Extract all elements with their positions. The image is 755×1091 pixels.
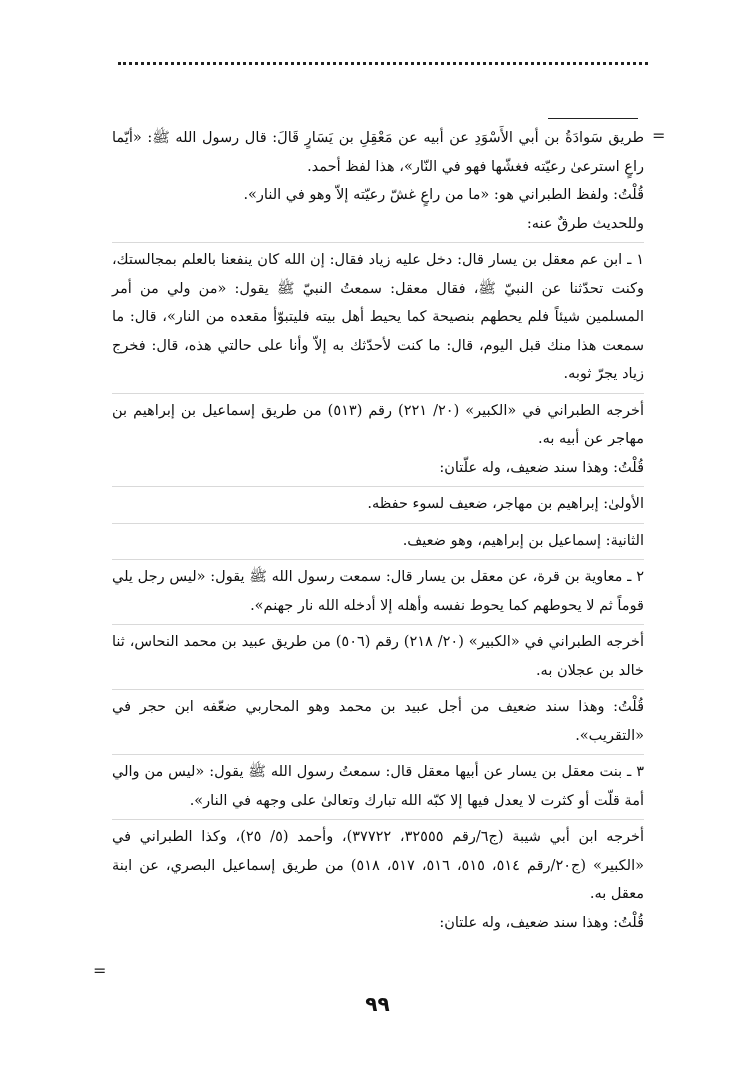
paragraph-route-3: ٣ ـ بنت معقل بن يسار عن أبيها معقل قال: سمعتُ رسول الله ﷺ يقول: «ليس من والي أمة قلّت أو كثرت لا يعدل فيها إلا كبّه الله تبارك وتعالىٰ على وجهه في النار». [112,754,644,815]
paragraph-takhrij-3: أخرجه ابن أبي شيبة (ج٦/رقم ٣٢٥٥٥، ٣٧٧٢٢)، وأحمد (٥/ ٢٥)، وكذا الطبراني في «الكبير» (ج٢٠/رقم ٥١٤، ٥١٥، ٥١٦، ٥١٧، ٥١٨) من طريق إسماعيل البصري، عن ابنة معقل به. [112,819,644,909]
paragraph-routes-heading: وللحديث طرقٌ عنه: [526,215,644,232]
paragraph-illa-1: الأولىٰ: إبراهيم بن مهاجر، ضعيف لسوء حفظه. [112,486,644,519]
paragraph-takhrij-1: أخرجه الطبراني في «الكبير» (٢٠/ ٢٢١) رقم (٥١٣) من طريق إسماعيل بن إبراهيم بن مهاجر عن أبيه به. [112,393,644,454]
continuation-mark-top: = [652,126,666,145]
body-text [112,124,644,937]
continuation-rule [548,118,638,119]
paragraph-isnad-intro: طريق سَوادَةُ بن أبي الأَسْوَدِ عن أبيه عن مَعْقِلِ بن يَسَارٍ قَالَ: قال رسول الله ﷺ: «أيّما راعٍ استرعىٰ رعيّته فغشّها فهو في النّار»، هذا لفظ أحمد. [112,130,644,175]
paragraph-grading-2: قُلْتُ: وهذا سند ضعيف من أجل عبيد بن محمد وهو المحاربي ضعّفه ابن حجر في «التقريب». [112,689,644,750]
paragraph-grading-1: قُلْتُ: وهذا سند ضعيف، وله علّتان: [439,459,644,476]
paragraph-route-1: ١ ـ ابن عم معقل بن يسار قال: دخل عليه زياد فقال: إن الله كان ينفعنا بالعلم بمجالستك، وكنت تحدّثنا عن النبيّ ﷺ، فقال معقل: سمعتُ النبيّ ﷺ يقول: «من ولي من أمر المسلمين شيئاً فلم يحطهم بنصيحة كما يحيط أهل بيته فليتبوّأ مقعده من النار»، قال: ما سمعت هذا منك قبل اليوم، قال: ما كنت لأحدّثك به إلاّ وأنا على حالتي هذه، قال: فخرج زياد يجرّ ثوبه. [112,242,644,389]
paragraph-author-note: قُلْتُ: ولفظ الطبراني هو: «ما من راعٍ غشّ رعيّته إلاّ وهو في النار». [243,187,644,203]
paragraph-takhrij-2: أخرجه الطبراني في «الكبير» (٢٠/ ٢١٨) رقم (٥٠٦) من طريق عبيد بن محمد النحاس، ثنا خالد بن عجلان به. [112,624,644,685]
continuation-mark-bottom: = [93,961,107,980]
paragraph-route-2: ٢ ـ معاوية بن قرة، عن معقل بن يسار قال: سمعت رسول الله ﷺ يقول: «ليس رجل يلي قوماً ثم لا يحوطهم كما يحوط نفسه وأهله إلا أدخله الله نار جهنم». [112,559,644,620]
page-number: ٩٩ [365,992,390,1016]
paragraph-grading-3: قُلْتُ: وهذا سند ضعيف، وله علتان: [439,914,644,931]
header-dotted-rule [118,62,648,65]
paragraph-illa-2: الثانية: إسماعيل بن إبراهيم، وهو ضعيف. [112,523,644,556]
